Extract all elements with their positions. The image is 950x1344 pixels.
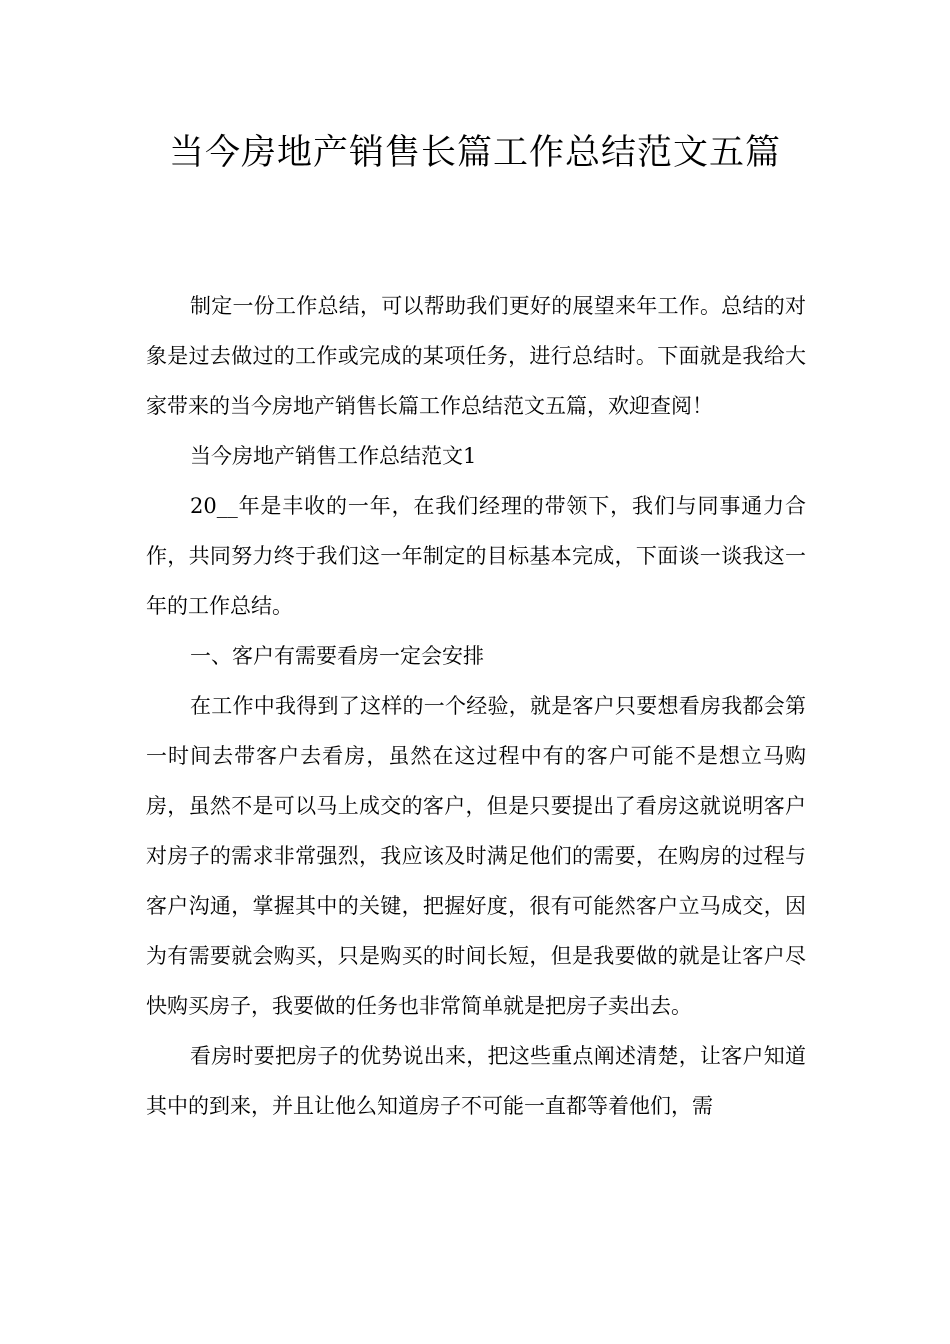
body-paragraph: 在工作中我得到了这样的一个经验，就是客户只要想看房我都会第一时间去带客户去看房，虽然在这过程中有的客户可能不是想立马购房，虽然不是可以马上成交的客户，但是只要提出了看房这就说明客户对房子的需求非常强烈，我应该及时满足他们的需要，在购房的过程与客户沟通，掌握其中的关键，把握好度，很有可能然客户立马成交，因为有需要就会购买，只是购买的时间长短，但是我要做的就是让客户尽快购买房子，我要做的任务也非常简单就是把房子卖出去。 xyxy=(146,694,806,1018)
body-paragraph: 看房时要把房子的优势说出来，把这些重点阐述清楚，让客户知道其中的到来，并且让他么知道房子不可能一直都等着他们，需 xyxy=(146,1044,806,1118)
body-paragraph: 20__年是丰收的一年，在我们经理的带领下，我们与同事通力合作，共同努力终于我们这一年制定的目标基本完成，下面谈一谈我这一年的工作总结。 xyxy=(146,494,806,618)
subsection-heading: 一、客户有需要看房一定会安排 xyxy=(190,644,484,668)
section-heading-1: 当今房地产销售工作总结范文1 xyxy=(190,444,477,468)
document-body xyxy=(146,281,806,1131)
intro-paragraph: 制定一份工作总结，可以帮助我们更好的展望来年工作。总结的对象是过去做过的工作或完成的某项任务，进行总结时。下面就是我给大家带来的当今房地产销售长篇工作总结范文五篇，欢迎查阅！ xyxy=(146,294,806,418)
document-title: 当今房地产销售长篇工作总结范文五篇 xyxy=(168,133,781,173)
